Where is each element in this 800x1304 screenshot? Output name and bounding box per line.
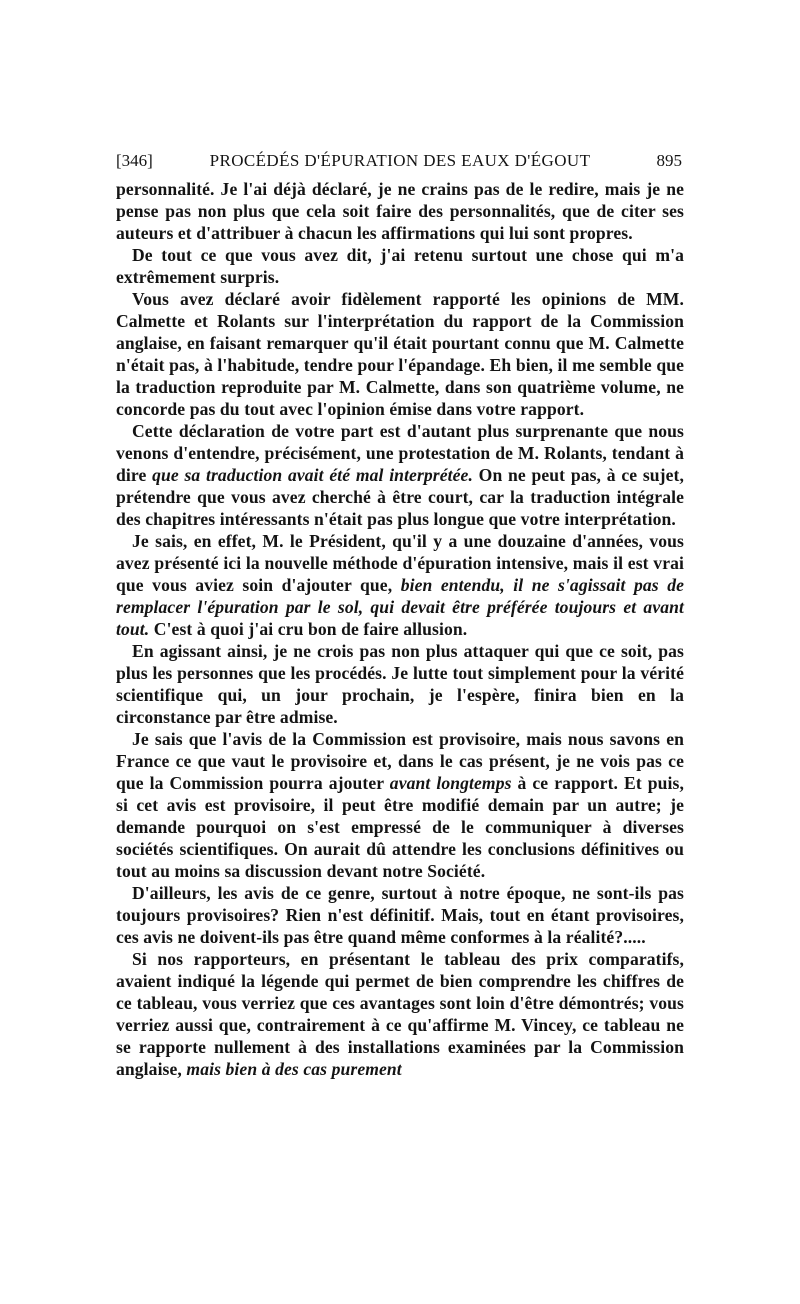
paragraph <box>116 948 684 1080</box>
paragraph <box>116 728 684 882</box>
running-title: PROCÉDÉS D'ÉPURATION DES EAUX D'ÉGOUT <box>209 151 591 170</box>
italic-text: que sa traduction avait été mal interprétée. <box>152 465 473 485</box>
paragraph <box>116 530 684 640</box>
paragraph <box>116 640 684 728</box>
text-run: Si nos rapporteurs, en présentant le tableau des prix comparatifs, avaient indiqué la légende qui permet de bien comprendre les chiffres de ce tableau, vous verriez que ces avantages sont loin d'être démontrés; vous verriez aussi que, contrairement à ce qu'affirme M. Vincey, ce tableau ne se rapporte nullement à des installations examinées par la Commission anglaise, <box>116 949 684 1079</box>
italic-text: bien entendu, il ne s'agissait pas de remplacer l'épuration par le sol, qui devait être préférée toujours et avant tout. <box>116 575 684 639</box>
page-number: 895 <box>656 151 682 170</box>
running-header <box>116 148 684 174</box>
paragraph <box>116 178 684 244</box>
text-run: Je sais que l'avis de la Commission est provisoire, mais nous savons en France ce que vaut le provisoire et, dans le cas présent, je ne vois pas ce que la Commission pourra ajouter <box>116 729 684 793</box>
paragraph <box>116 420 684 530</box>
paragraph <box>116 288 684 420</box>
text-run: Cette déclaration de votre part est d'autant plus surprenante que nous venons d'entendre, précisément, une protestation de M. Rolants, tendant à dire <box>116 421 684 485</box>
section-number: [346] <box>116 151 153 170</box>
text-run: De tout ce que vous avez dit, j'ai retenu surtout une chose qui m'a extrêmement surpris. <box>116 245 684 287</box>
text-run: à ce rapport. Et puis, si cet avis est provisoire, il peut être modifié demain par un autre; je demande pourquoi on s'est empressé de le communiquer à diverses sociétés scientifiques. On aurait dû attendre les conclusions définitives ou tout au moins sa discussion devant notre Société. <box>116 773 684 881</box>
text-run: On ne peut pas, à ce sujet, prétendre que vous avez cherché à être court, car la traduction intégrale des chapitres intéressants n'était pas plus longue que votre interprétation. <box>116 465 685 529</box>
text-run: C'est à quoi j'ai cru bon de faire allusion. <box>149 619 468 639</box>
text-run: D'ailleurs, les avis de ce genre, surtout à notre époque, ne sont-ils pas toujours provisoires? Rien n'est définitif. Mais, tout en étant provisoires, ces avis ne doivent-ils pas être quand même conformes à la réalité?..... <box>116 883 684 947</box>
body-text <box>116 178 684 1080</box>
text-run: Vous avez déclaré avoir fidèlement rapporté les opinions de MM. Calmette et Rolants sur l'interprétation du rapport de la Commission anglaise, en faisant remarquer qu'il était pourtant connu que M. Calmette n'était pas, à l'habitude, tendre pour l'épandage. Eh bien, il me semble que la traduction reproduite par M. Calmette, dans son quatrième volume, ne concorde pas du tout avec l'opinion émise dans votre rapport. <box>116 289 684 419</box>
text-run: En agissant ainsi, je ne crois pas non plus attaquer qui que ce soit, pas plus les personnes que les procédés. Je lutte tout simplement pour la vérité scientifique qui, un jour prochain, je l'espère, finira bien en la circonstance par être admise. <box>116 641 684 727</box>
paragraph <box>116 244 684 288</box>
italic-text: avant longtemps <box>389 773 512 793</box>
italic-text: mais bien à des cas purement <box>186 1059 402 1079</box>
document-page <box>116 148 684 1080</box>
paragraph <box>116 882 684 948</box>
text-run: personnalité. Je l'ai déjà déclaré, je ne crains pas de le redire, mais je ne pense pas non plus que cela soit faire des personnalités, que de citer ses auteurs et d'attribuer à chacun les affirmations qui lui sont propres. <box>116 179 684 243</box>
text-run: Je sais, en effet, M. le Président, qu'il y a une douzaine d'années, vous avez présenté ici la nouvelle méthode d'épuration intensive, mais il est vrai que vous aviez soin d'ajouter que, <box>116 531 684 595</box>
